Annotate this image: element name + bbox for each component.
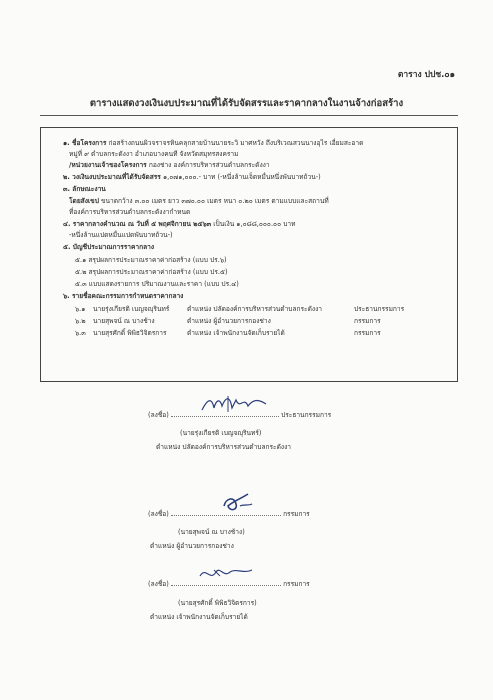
committee-name: นายรุ่งเกียรติ เบญจญุรินทร์ — [93, 305, 170, 313]
sign-label: (ลงชื่อ) — [148, 411, 169, 419]
signature-role: ประธานกรรมการ — [281, 411, 332, 419]
committee-num: ๖.๓ — [75, 329, 86, 337]
signatory-name-3: (นายสุรศักดิ์ พิพิธวิจิตรการ) — [178, 599, 257, 607]
list-item-2: ๕.๒ สรุปผลการประมาณราคาค่าก่อสร้าง (แบบ ปร.๕) — [75, 268, 228, 276]
project-line-1 — [63, 139, 363, 148]
agency-text: กองช่าง องค์การบริหารส่วนตำบลกระดังงา — [148, 161, 270, 169]
signature-mark-1 — [198, 394, 270, 416]
signature-mark-2 — [218, 492, 258, 514]
committee-name: นายสุพจน์ ณ บางช้าง — [93, 317, 155, 325]
committee-label: ๖. รายชื่อคณะกรรมการกำหนดราคากลาง — [63, 292, 184, 300]
budget-label: ๒. วงเงินงบประมาณที่ได้รับจัดสรร — [63, 173, 161, 181]
signatory-name-2: (นายสุพจน์ ณ บางช้าง) — [178, 528, 245, 536]
committee-role: ประธานกรรมการ — [354, 305, 405, 313]
budget-text: ๑,๐๗๑,๐๐๐.- บาท (-หนึ่งล้านเจ็ดหมื่นหนึ่งพันบาทถ้วน-) — [162, 173, 321, 181]
document-title: ตารางแสดงวงเงินงบประมาณที่ได้รับจัดสรรและราคากลางในงานจ้างก่อสร้าง — [89, 98, 404, 109]
signature-dotted-line — [171, 585, 281, 586]
project-text-1: ก่อสร้างถนนผิวจราจรหินคลุกสายบ้านนายระวิ มาศหวัง ถึงบริเวณสวนนางอุไร เอี่ยมสะอาด — [108, 139, 364, 147]
signature-role: กรรมการ — [283, 580, 310, 588]
committee-role: กรรมการ — [354, 317, 381, 325]
committee-position: ตำแหน่ง ปลัดองค์การบริหารส่วนตำบลกระดังงา — [187, 305, 323, 313]
signature-mark-3 — [196, 562, 256, 584]
signatory-position-1: ตำแหน่ง ปลัดองค์การบริหารส่วนตำบลกระดังงา — [156, 443, 292, 451]
work-line-1 — [69, 197, 329, 206]
project-label: ๑. ชื่อโครงการ — [63, 139, 107, 147]
list-label: ๕. บัญชีประมาณการราคากลาง — [63, 243, 155, 251]
committee-role: กรรมการ — [354, 329, 381, 337]
signature-role: กรรมการ — [283, 510, 310, 518]
price-text-2: -หนึ่งล้านแปดหมื่นแปดพันบาทถ้วน-) — [69, 231, 173, 239]
signature-dotted-line — [171, 416, 279, 417]
agency-label: /หน่วยงานเจ้าของโครงการ — [69, 161, 147, 169]
price-line — [63, 220, 295, 229]
document-code: ตาราง ปปช.๐๑ — [397, 70, 455, 80]
signatory-position-2: ตำแหน่ง ผู้อำนวยการกองช่าง — [150, 542, 234, 550]
committee-name: นายสุรศักดิ์ พิพิธวิจิตรการ — [93, 329, 167, 337]
work-text-1: ขนาดกว้าง ๓.๐๐ เมตร ยาว ๓๗๐.๐๐ เมตร หนา ๐.๒๐ เมตร ตามแบบและสถานที่ — [101, 197, 329, 205]
price-text-1: เป็นเงิน ๑,๐๘๘,๐๐๐.๐๐ บาท — [213, 220, 296, 228]
signatory-position-3: ตำแหน่ง เจ้าพนักงานจัดเก็บรายได้ — [150, 613, 248, 621]
committee-position: ตำแหน่ง เจ้าพนักงานจัดเก็บรายได้ — [187, 329, 285, 337]
details-box — [40, 127, 458, 382]
agency-line — [69, 161, 270, 170]
work-text-2: ที่องค์การบริหารส่วนตำบลกระดังงากำหนด — [69, 208, 191, 216]
committee-position: ตำแหน่ง ผู้อำนวยการกองช่าง — [187, 317, 271, 325]
list-item-1: ๕.๑ สรุปผลการประมาณราคาค่าก่อสร้าง (แบบ ปร.๖) — [75, 256, 227, 264]
signatory-name-1: (นายรุ่งเกียรติ เบญจญุรินทร์) — [180, 429, 262, 437]
committee-num: ๖.๑ — [75, 305, 86, 313]
sign-label: (ลงชื่อ) — [148, 580, 169, 588]
signature-dotted-line — [171, 515, 281, 516]
list-item-3: ๕.๓ แบบแสดงรายการ ปริมาณงานและราคา (แบบ ปร.๔) — [75, 280, 239, 288]
committee-num: ๖.๒ — [75, 317, 86, 325]
work-sublabel: โดยสังเขป — [69, 197, 99, 205]
budget-line — [63, 173, 321, 182]
title-divider — [40, 115, 458, 116]
work-label: ๓. ลักษณะงาน — [63, 185, 106, 193]
price-label: ๔. ราคากลางคำนวณ ณ วันที่ ๕ พฤศจิกายน ๒๕๖๓ — [63, 220, 212, 228]
sign-label: (ลงชื่อ) — [148, 510, 169, 518]
project-text-2: หมู่ที่ ๙ ตำบลกระดังงา อำเภอบางคนที จังหวัดสมุทรสงคราม — [69, 150, 239, 158]
